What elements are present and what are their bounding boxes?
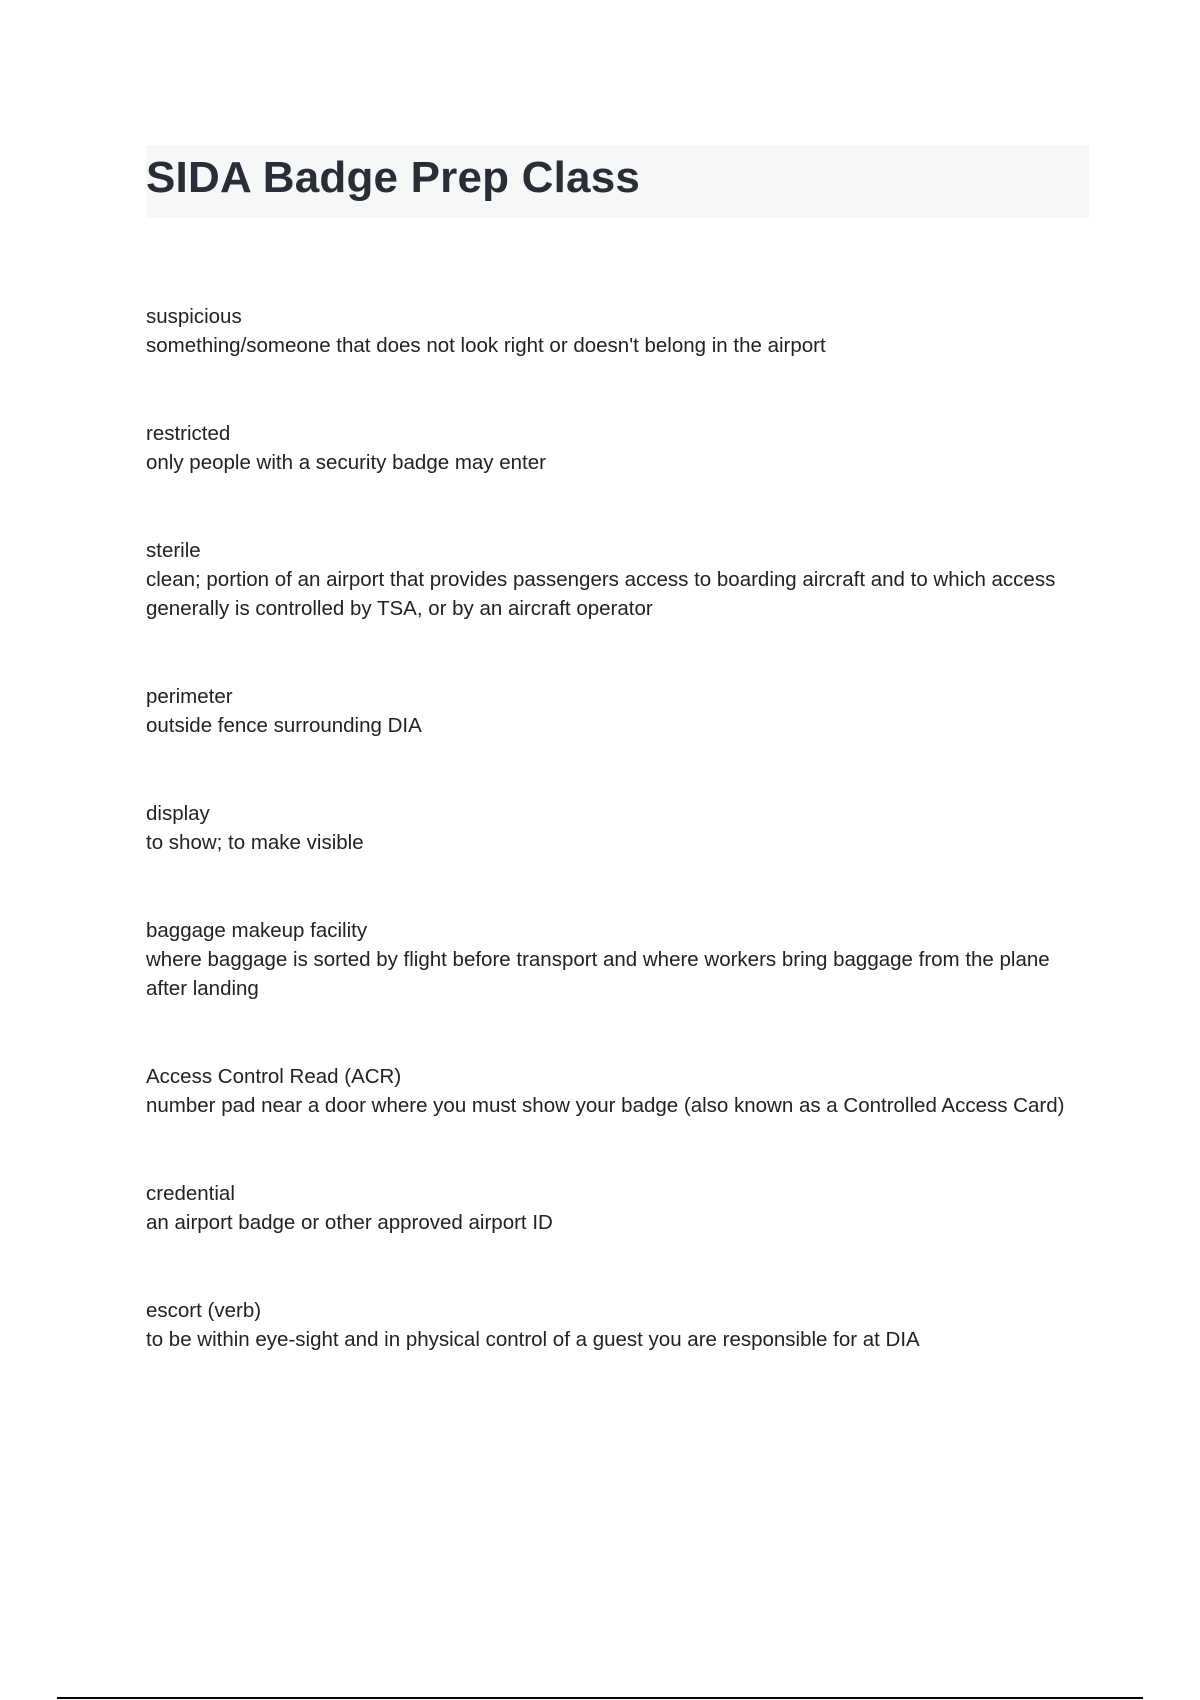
term: perimeter [146,685,233,708]
definition: only people with a security badge may enter [146,451,546,474]
term: display [146,802,210,825]
term: Access Control Read (ACR) [146,1065,402,1088]
term: suspicious [146,305,242,328]
flashcard-entry [146,419,1089,477]
definition: clean; portion of an airport that provides passengers access to boarding aircraft and to which access generally is controlled by TSA, or by an aircraft operator [146,568,1056,620]
term: sterile [146,539,201,562]
flashcard-entry [146,302,1089,360]
definition: outside fence surrounding DIA [146,714,422,737]
term: baggage makeup facility [146,919,368,942]
term: restricted [146,422,231,445]
definition: where baggage is sorted by flight before transport and where workers bring baggage from the plane after landing [146,948,1050,1000]
definition: an airport badge or other approved airport ID [146,1211,553,1234]
flashcard-entry [146,682,1089,740]
page-bottom-rule [57,1697,1143,1699]
flashcard-entry [146,916,1089,1003]
page-title: SIDA Badge Prep Class [146,153,641,202]
flashcard-list [146,302,1089,1413]
flashcard-entry [146,1179,1089,1237]
definition: number pad near a door where you must show your badge (also known as a Controlled Access Card) [146,1094,1065,1117]
term: credential [146,1182,235,1205]
flashcard-entry [146,1062,1089,1120]
term: escort (verb) [146,1299,262,1322]
flashcard-entry [146,799,1089,857]
flashcard-entry [146,536,1089,623]
definition: something/someone that does not look right or doesn't belong in the airport [146,334,826,357]
definition: to be within eye-sight and in physical control of a guest you are responsible for at DIA [146,1328,920,1351]
flashcard-entry [146,1296,1089,1354]
definition: to show; to make visible [146,831,364,854]
